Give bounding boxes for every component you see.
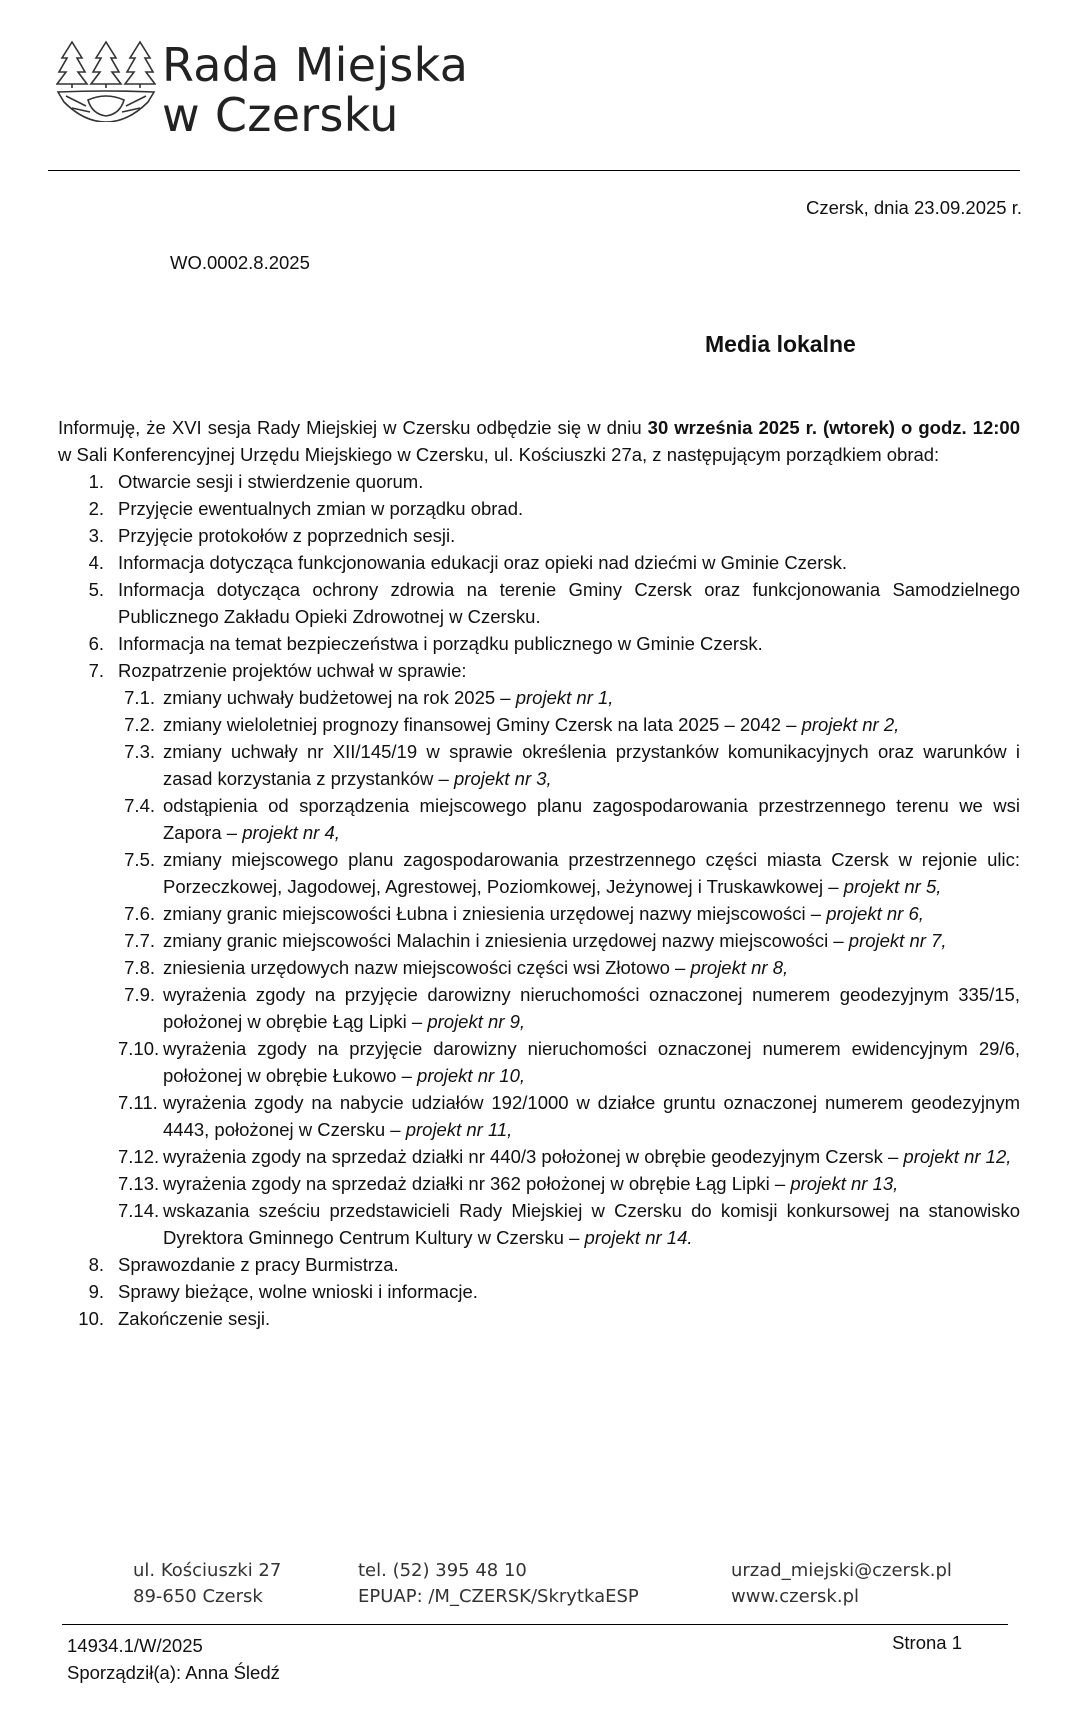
agenda-item-text: Informacja dotycząca ochrony zdrowia na terenie Gminy Czersk oraz funkcjonowania Samodzielnego Publicznego Zakładu Opieki Zdrowotnej w Czersku.	[118, 579, 1020, 627]
project-ref: projekt nr 11,	[405, 1119, 513, 1140]
resolution-number: 7.5.	[124, 849, 155, 870]
resolution-text: zmiany uchwały budżetowej na rok 2025 –	[163, 687, 516, 708]
agenda-item	[58, 495, 1020, 522]
project-ref: projekt nr 8,	[690, 957, 789, 978]
resolution-item	[118, 684, 1020, 711]
resolution-item	[118, 981, 1020, 1035]
agenda-item	[58, 630, 1020, 657]
place-date: Czersk, dnia 23.09.2025 r.	[806, 197, 1022, 218]
agenda-item	[58, 1251, 1020, 1278]
resolution-item	[118, 954, 1020, 981]
header-divider	[48, 170, 1020, 171]
resolution-text: zmiany wieloletniej prognozy finansowej Gminy Czersk na lata 2025 – 2042 –	[163, 714, 802, 735]
trees-emblem-icon	[56, 40, 156, 122]
resolution-text: wyrażenia zgody na sprzedaż działki nr 440/3 położonej w obrębie geodezyjnym Czersk –	[163, 1146, 904, 1167]
resolution-number: 7.1.	[124, 687, 155, 708]
resolution-item	[118, 846, 1020, 900]
recipient: Media lokalne	[705, 331, 856, 357]
resolution-number: 7.8.	[124, 957, 155, 978]
resolution-item	[118, 1035, 1020, 1089]
resolution-list	[118, 684, 1020, 1251]
project-ref: projekt nr 5,	[843, 876, 942, 897]
resolution-number: 7.14.	[118, 1200, 160, 1221]
project-ref: projekt nr 3,	[454, 768, 552, 789]
resolution-number: 7.11.	[118, 1092, 158, 1113]
agenda-item-text: Sprawy bieżące, wolne wnioski i informacje.	[118, 1281, 478, 1302]
agenda-item	[58, 1305, 1020, 1332]
agenda-item-text: Informacja na temat bezpieczeństwa i porządku publicznego w Gminie Czersk.	[118, 633, 763, 654]
org-name-line1: Rada Miejska	[162, 38, 469, 92]
project-ref: projekt nr 1,	[515, 687, 614, 708]
agenda-item-number: 3.	[88, 525, 104, 546]
footer-city: 89-650 Czersk	[133, 1586, 263, 1607]
logo	[56, 38, 469, 142]
project-ref: projekt nr 12,	[903, 1146, 1012, 1167]
resolution-item	[118, 1197, 1020, 1251]
prepared-by: Sporządził(a): Anna Śledź	[67, 1662, 280, 1683]
project-ref: projekt nr 9,	[427, 1011, 526, 1032]
org-name-line2: w Czersku	[162, 88, 399, 142]
resolution-text: zmiany granic miejscowości Malachin i zniesienia urzędowej nazwy miejscowości –	[163, 930, 849, 951]
resolution-item	[118, 792, 1020, 846]
letter-body	[58, 414, 1020, 1332]
reference-number: WO.0002.8.2025	[170, 252, 310, 273]
agenda-item	[58, 576, 1020, 630]
intro-part2: w Sali Konferencyjnej Urzędu Miejskiego w Czersku, ul. Kościuszki 27a, z następującym porządkiem obrad:	[58, 444, 940, 465]
resolution-text: wyrażenia zgody na przyjęcie darowizny nieruchomości oznaczonej numerem geodezyjnym 335/15, położonej w obrębie Łąg Lipki –	[163, 984, 1020, 1032]
resolution-text: wyrażenia zgody na sprzedaż działki nr 362 położonej w obrębie Łąg Lipki –	[163, 1173, 791, 1194]
resolution-text: zmiany uchwały nr XII/145/19 w sprawie określenia przystanków komunikacyjnych oraz warunków i zasad korzystania z przystanków –	[163, 741, 1020, 789]
resolution-text: wyrażenia zgody na nabycie udziałów 192/1000 w działce gruntu oznaczonej numerem geodezyjnym 4443, położonej w Czersku –	[163, 1092, 1020, 1140]
footer-divider	[62, 1624, 1008, 1625]
resolution-number: 7.4.	[124, 795, 155, 816]
resolution-item	[118, 1143, 1020, 1170]
agenda-list	[58, 468, 1020, 1332]
resolution-number: 7.2.	[124, 714, 155, 735]
page-number: Strona 1	[892, 1632, 962, 1653]
agenda-item-number: 1.	[88, 471, 104, 492]
resolution-item	[118, 900, 1020, 927]
agenda-item-text: Zakończenie sesji.	[118, 1308, 271, 1329]
resolution-text: zniesienia urzędowych nazw miejscowości części wsi Złotowo –	[163, 957, 691, 978]
footer-online-block	[731, 1558, 952, 1610]
resolution-item	[118, 738, 1020, 792]
footer-meta	[67, 1632, 280, 1686]
agenda-item-number: 6.	[88, 633, 104, 654]
project-ref: projekt nr 4,	[242, 822, 340, 843]
resolution-number: 7.6.	[124, 903, 155, 924]
resolution-text: wskazania sześciu przedstawicieli Rady Miejskiej w Czersku do komisji konkursowej na stanowisko Dyrektora Gminnego Centrum Kultury w Czersku –	[163, 1200, 1020, 1248]
resolution-number: 7.12.	[118, 1146, 160, 1167]
agenda-item-number: 5.	[88, 579, 104, 600]
intro-part1: Informuję, że XVI sesja Rady Miejskiej w Czersku odbędzie się w dniu	[58, 417, 648, 438]
org-name	[162, 40, 468, 140]
resolution-number: 7.3.	[124, 741, 155, 762]
footer-website: www.czersk.pl	[731, 1586, 860, 1607]
agenda-item-number: 7.	[88, 660, 104, 681]
agenda-item-text: Przyjęcie ewentualnych zmian w porządku obrad.	[118, 498, 524, 519]
footer-phone: tel. (52) 395 48 10	[358, 1560, 527, 1581]
project-ref: projekt nr 10,	[417, 1065, 526, 1086]
footer-email: urzad_miejski@czersk.pl	[731, 1560, 952, 1581]
footer-address	[133, 1558, 281, 1610]
agenda-item-text: Rozpatrzenie projektów uchwał w sprawie:	[118, 660, 467, 681]
resolution-item	[118, 1089, 1020, 1143]
agenda-item-text: Przyjęcie protokołów z poprzednich sesji.	[118, 525, 456, 546]
project-ref: projekt nr 6,	[826, 903, 924, 924]
agenda-item	[58, 549, 1020, 576]
agenda-item-text: Informacja dotycząca funkcjonowania edukacji oraz opieki nad dziećmi w Gminie Czersk.	[118, 552, 848, 573]
agenda-item	[58, 657, 1020, 1251]
resolution-item	[118, 1170, 1020, 1197]
resolution-text: odstąpienia od sporządzenia miejscowego planu zagospodarowania przestrzennego terenu we wsi Zapora –	[163, 795, 1020, 843]
session-date: 30 września 2025 r. (wtorek) o godz. 12:00	[647, 417, 1020, 438]
agenda-item-number: 4.	[88, 552, 104, 573]
agenda-item	[58, 468, 1020, 495]
project-ref: projekt nr 2,	[801, 714, 900, 735]
resolution-text: zmiany miejscowego planu zagospodarowania przestrzennego części miasta Czersk w rejonie ulic: Porzeczkowej, Jagodowej, Agrestowej, Poziomkowej, Jeżynowej i Truskawkowej –	[163, 849, 1020, 897]
resolution-text: wyrażenia zgody na przyjęcie darowizny nieruchomości oznaczonej numerem ewidencyjnym 29/6, położonej w obrębie Łukowo –	[163, 1038, 1020, 1086]
project-ref: projekt nr 14.	[584, 1227, 693, 1248]
resolution-item	[118, 711, 1020, 738]
footer-epuap: EPUAP: /M_CZERSK/SkrytkaESP	[358, 1586, 639, 1607]
resolution-item	[118, 927, 1020, 954]
agenda-item-text: Sprawozdanie z pracy Burmistrza.	[118, 1254, 399, 1275]
intro-paragraph	[58, 414, 1020, 468]
agenda-item-number: 10.	[78, 1308, 104, 1329]
resolution-text: zmiany granic miejscowości Łubna i zniesienia urzędowej nazwy miejscowości –	[163, 903, 827, 924]
agenda-item	[58, 522, 1020, 549]
agenda-item-text: Otwarcie sesji i stwierdzenie quorum.	[118, 471, 424, 492]
agenda-item-number: 9.	[88, 1281, 104, 1302]
agenda-item-number: 2.	[88, 498, 104, 519]
resolution-number: 7.7.	[124, 930, 155, 951]
agenda-item-number: 8.	[88, 1254, 104, 1275]
footer-street: ul. Kościuszki 27	[133, 1560, 282, 1581]
document-number: 14934.1/W/2025	[67, 1635, 203, 1656]
project-ref: projekt nr 13,	[790, 1173, 899, 1194]
resolution-number: 7.13.	[118, 1173, 160, 1194]
agenda-item	[58, 1278, 1020, 1305]
footer-phone-block	[358, 1558, 639, 1610]
resolution-number: 7.10.	[118, 1038, 160, 1059]
resolution-number: 7.9.	[124, 984, 155, 1005]
project-ref: projekt nr 7,	[848, 930, 947, 951]
